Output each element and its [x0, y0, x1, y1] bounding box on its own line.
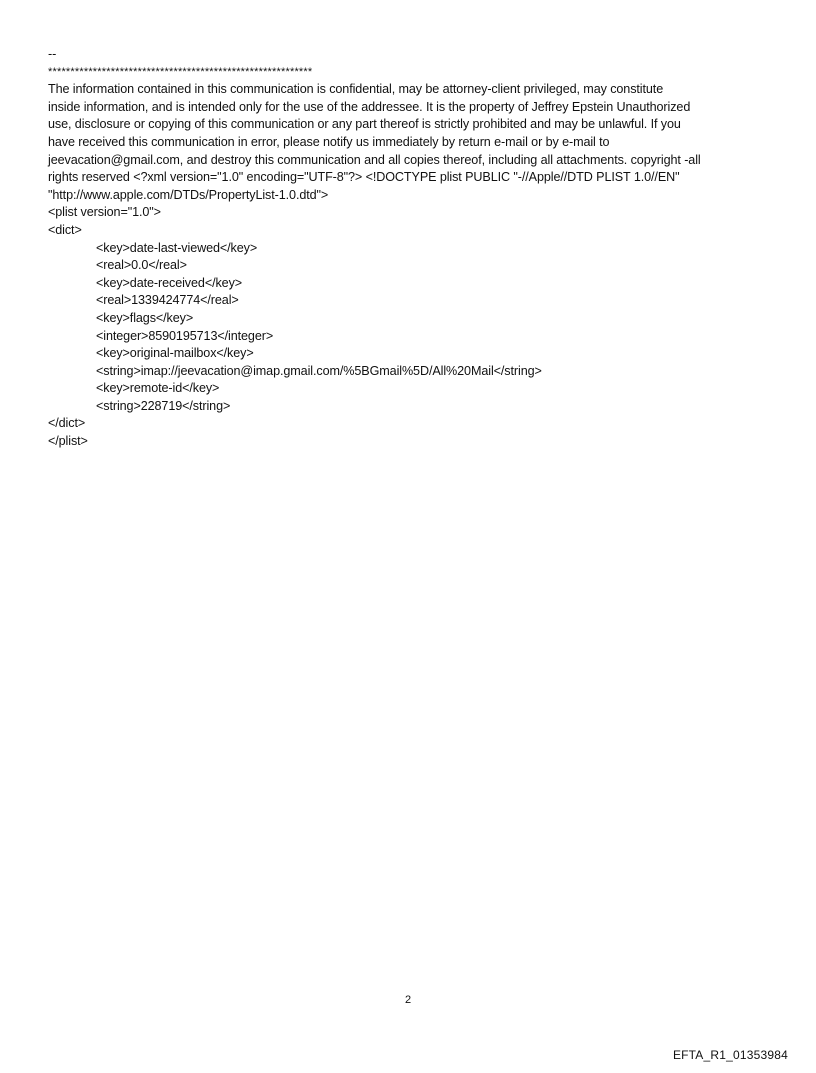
plist-open-tag: <plist version="1.0">	[48, 205, 161, 220]
dict-entry: <string>228719</string>	[96, 398, 231, 413]
dict-entry: <key>remote-id</key>	[96, 381, 220, 396]
dict-entry: <key>flags</key>	[96, 310, 194, 325]
dict-entry: <string>imap://jeevacation@imap.gmail.com/%5BGmail%5D/All%20Mail</string>	[96, 363, 542, 378]
dict-entry: <real>1339424774</real>	[96, 293, 239, 308]
dict-entry: <key>original-mailbox</key>	[96, 346, 254, 361]
plist-close-tag: </plist>	[48, 434, 88, 449]
disclaimer-line: rights reserved <?xml version="1.0" encoding="UTF-8"?> <!DOCTYPE plist PUBLIC "-//Apple//DTD PLIST 1.0//EN"	[48, 170, 680, 185]
plist-block	[48, 204, 778, 450]
dict-close-tag: </dict>	[48, 416, 86, 431]
asterisk-divider: ***********************************************************	[48, 65, 313, 78]
dict-open-tag: <dict>	[48, 222, 82, 237]
disclaimer-line: jeevacation@gmail.com, and destroy this communication and all copies thereof, including all attachments. copyright -all	[48, 152, 701, 167]
disclaimer-line: The information contained in this communication is confidential, may be attorney-client privileged, may constitute	[48, 82, 664, 97]
dict-entry: <real>0.0</real>	[96, 258, 187, 273]
dict-entry: <key>date-received</key>	[96, 275, 243, 290]
disclaimer-line: "http://www.apple.com/DTDs/PropertyList-1.0.dtd">	[48, 187, 329, 202]
dict-entry: <key>date-last-viewed</key>	[96, 240, 258, 255]
disclaimer-line: use, disclosure or copying of this communication or any part thereof is strictly prohibited and may be unlawful. If you	[48, 117, 681, 132]
email-body	[48, 46, 778, 451]
bates-number: EFTA_R1_01353984	[672, 1048, 788, 1062]
separator-line: --	[48, 47, 57, 61]
confidentiality-disclaimer	[48, 81, 778, 204]
disclaimer-line: inside information, and is intended only for the use of the addressee. It is the property of Jeffrey Epstein Unauthorized	[48, 99, 691, 114]
dict-entry: <integer>8590195713</integer>	[96, 328, 274, 343]
page-number: 2	[404, 994, 412, 1006]
disclaimer-line: have received this communication in error, please notify us immediately by return e-mail or by e-mail to	[48, 134, 610, 149]
